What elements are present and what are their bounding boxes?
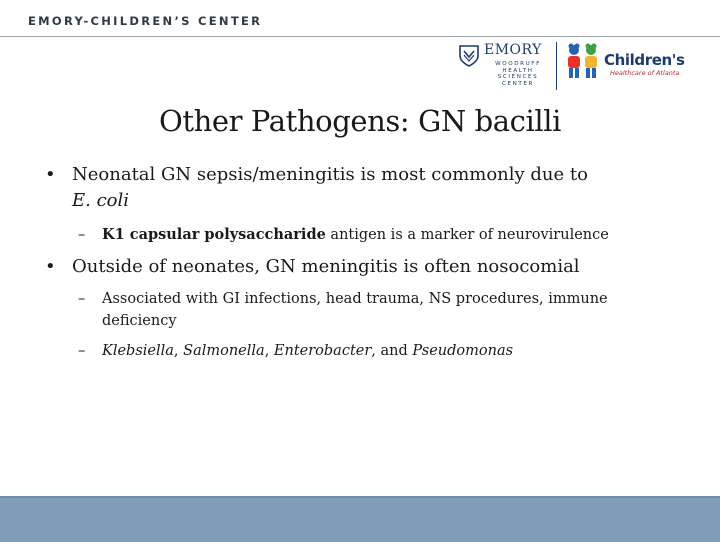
emory-sub-line: CENTER: [501, 80, 535, 87]
childrens-kids-icon: [564, 42, 604, 82]
separator: , and: [371, 343, 413, 359]
bullet-text: Neonatal GN sepsis/meningitis is most commonly due to: [72, 164, 588, 185]
bullet-dot: •: [45, 256, 56, 277]
sub-bullet-text: deficiency: [102, 313, 177, 329]
separator: ,: [264, 343, 274, 359]
emory-sub-line: HEALTH: [502, 67, 534, 74]
bullet-text: Outside of neonates, GN meningitis is often nosocomial: [72, 256, 580, 277]
separator: ,: [173, 343, 184, 359]
emory-shield-icon: [458, 44, 480, 68]
sub-bullet-text: Associated with GI infections, head trauma, NS procedures, immune: [102, 291, 608, 307]
logo-divider: [556, 42, 557, 90]
sub-bullet-bold: K1 capsular polysaccharide: [102, 226, 326, 243]
emory-logo: [458, 42, 548, 92]
emory-sub-line: WOODRUFF: [495, 61, 541, 67]
organism-name: Klebsiella: [102, 343, 174, 359]
bullet-dot: •: [45, 164, 56, 185]
childrens-logo-name: Children's: [604, 51, 685, 69]
childrens-logo-subtitle: Healthcare of Atlanta: [610, 69, 680, 77]
organism-name: Enterobacter: [273, 343, 372, 359]
childrens-logo: [564, 42, 694, 86]
emory-logo-name: EMORY: [484, 42, 542, 58]
header-banner: EMORY-CHILDREN’S CENTER: [28, 14, 263, 28]
organism-name: Salmonella: [183, 343, 265, 359]
sub-bullet-dash: –: [78, 291, 86, 307]
organism-name: Pseudomonas: [412, 343, 514, 359]
bullet-text-italic: E. coli: [72, 190, 130, 211]
sub-bullet-text: antigen is a marker of neurovirulence: [325, 227, 609, 243]
sub-bullet-dash: –: [78, 227, 86, 243]
emory-sub-line: SCIENCES: [497, 74, 539, 81]
header-divider: [0, 36, 720, 37]
footer-bar: [0, 496, 720, 542]
emory-logo-subtitle: [488, 61, 548, 87]
slide-title: Other Pathogens: GN bacilli: [158, 104, 562, 138]
sub-bullet-dash: –: [78, 343, 86, 359]
